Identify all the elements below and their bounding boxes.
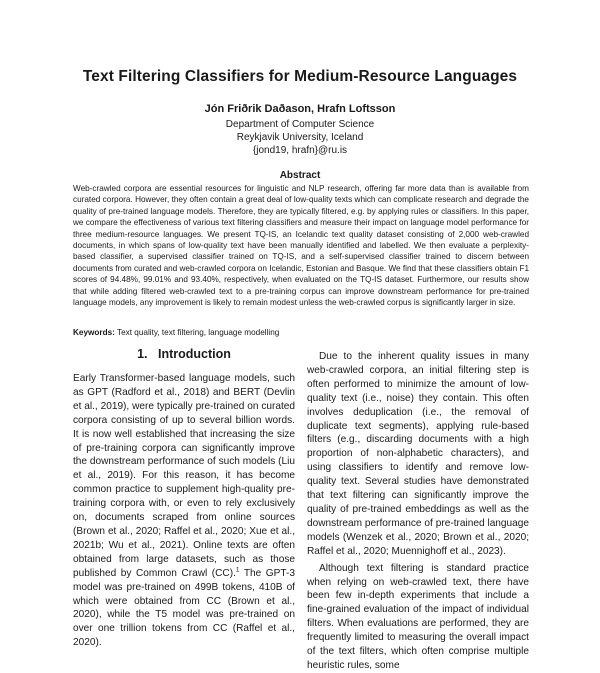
intro-paragraph-1 <box>73 372 295 650</box>
right-paragraph-1: Due to the inherent quality issues in many web-crawled corpora, an initial filtering step is often performed to minimize the amount of low-quality text (i.e., noise) they contain. This often involves deduplication (i.e., the removal of duplicate text segments), applying rule-based filters (e.g., discarding documents with a high proportion of non-alphabetic characters), and using classifiers to identify and remove low-quality text. Several studies have demonstrated that text filtering can significantly improve the quality of pre-trained embeddings as well as the downstream performance of pre-trained language models (Wenzek et al., 2020; Brown et al., 2020; Raffel et al., 2020; Muennighoff et al., 2023). <box>307 351 529 557</box>
abstract-heading: Abstract <box>279 170 321 181</box>
paper-title: Text Filtering Classifiers for Medium-Resource Languages <box>82 68 518 85</box>
affiliation-emails: {jond19, hrafn}@ru.is <box>252 145 348 156</box>
right-column <box>307 350 529 673</box>
affiliation-block <box>0 118 600 157</box>
intro-paragraph-1-part-b: The GPT-3 model was pre-trained on 499B tokens, 410B of which were obtained from CC (Brown et al., 2020), while the T5 model was pre-trained on over one trillion tokens from CC (Raffel et al., 2020). <box>73 567 295 649</box>
abstract-text: Web-crawled corpora are essential resources for linguistic and NLP research, offering far more data than is available from curated corpora. However, they often contain a great deal of low-quality texts which can complicate research and degrade the quality of pre-trained language models. Therefore, they are typically filtered, e.g. by applying rules or classifiers. In this paper, we compare the effectiveness of various text filtering classifiers and measure their impact on language model performance for three medium-resource languages. We present TQ-IS, an Icelandic text quality dataset consisting of 2,000 web-crawled documents, in which spans of low-quality text have been manually identified and labelled. We then evaluate a perplexity-based classifier, a supervised classifier trained on TQ-IS, and a self-supervised classifier trained to discern between documents from curated and web-crawled corpora on Icelandic, Estonian and Basque. We find that these classifiers obtain F1 scores of 94.48%, 99.01% and 93.40%, respectively, when evaluated on the TQ-IS dataset. Furthermore, our results show that while adding filtered web-crawled text to a pre-training corpus can improve downstream performance for pre-trained language models, any improvement is likely to remain modest unless the web-crawled corpus is significantly larger in size. <box>73 184 529 308</box>
section-heading-introduction <box>73 347 295 361</box>
keywords-value: Text quality, text filtering, language modelling <box>117 328 280 337</box>
right-paragraph-2: Although text filtering is standard practice when relying on web-crawled text, there have been few in-depth experiments that include a fine-grained evaluation of the impact of individual filters. When evaluations are performed, they are frequently limited to measuring the overall impact of the text filters, which often comprise multiple heuristic rules, some <box>307 562 529 671</box>
intro-paragraph-1-part-a: Early Transformer-based language models, such as GPT (Radford et al., 2018) and BERT (Devlin et al., 2019), were typically pre-trained on curated corpora consisting of up to several billion words. It is now well established that increasing the size of pre-training corpora can significantly improve the downstream performance of such models (Liu et al., 2019). For this reason, it has become common practice to supplement high-quality pre-training corpora with, or even to rely exclusively on, documents scraped from online sources (Brown et al., 2020; Raffel et al., 2020; Xue et al., 2021b; Wu et al., 2021). Online texts are often obtained from large datasets, such as those published by Common Crawl (CC). <box>73 373 295 579</box>
keywords-line <box>73 327 529 338</box>
section-number: 1. <box>137 347 148 361</box>
footnote-marker[interactable]: 1 <box>235 566 240 574</box>
section-title: Introduction <box>157 347 231 361</box>
affiliation-university: Reykjavik University, Iceland <box>236 132 364 143</box>
affiliation-department: Department of Computer Science <box>225 119 375 130</box>
keywords-label: Keywords: <box>73 328 115 337</box>
left-column <box>73 372 295 650</box>
paper-authors: Jón Friðrik Daðason, Hrafn Loftsson <box>204 103 396 115</box>
